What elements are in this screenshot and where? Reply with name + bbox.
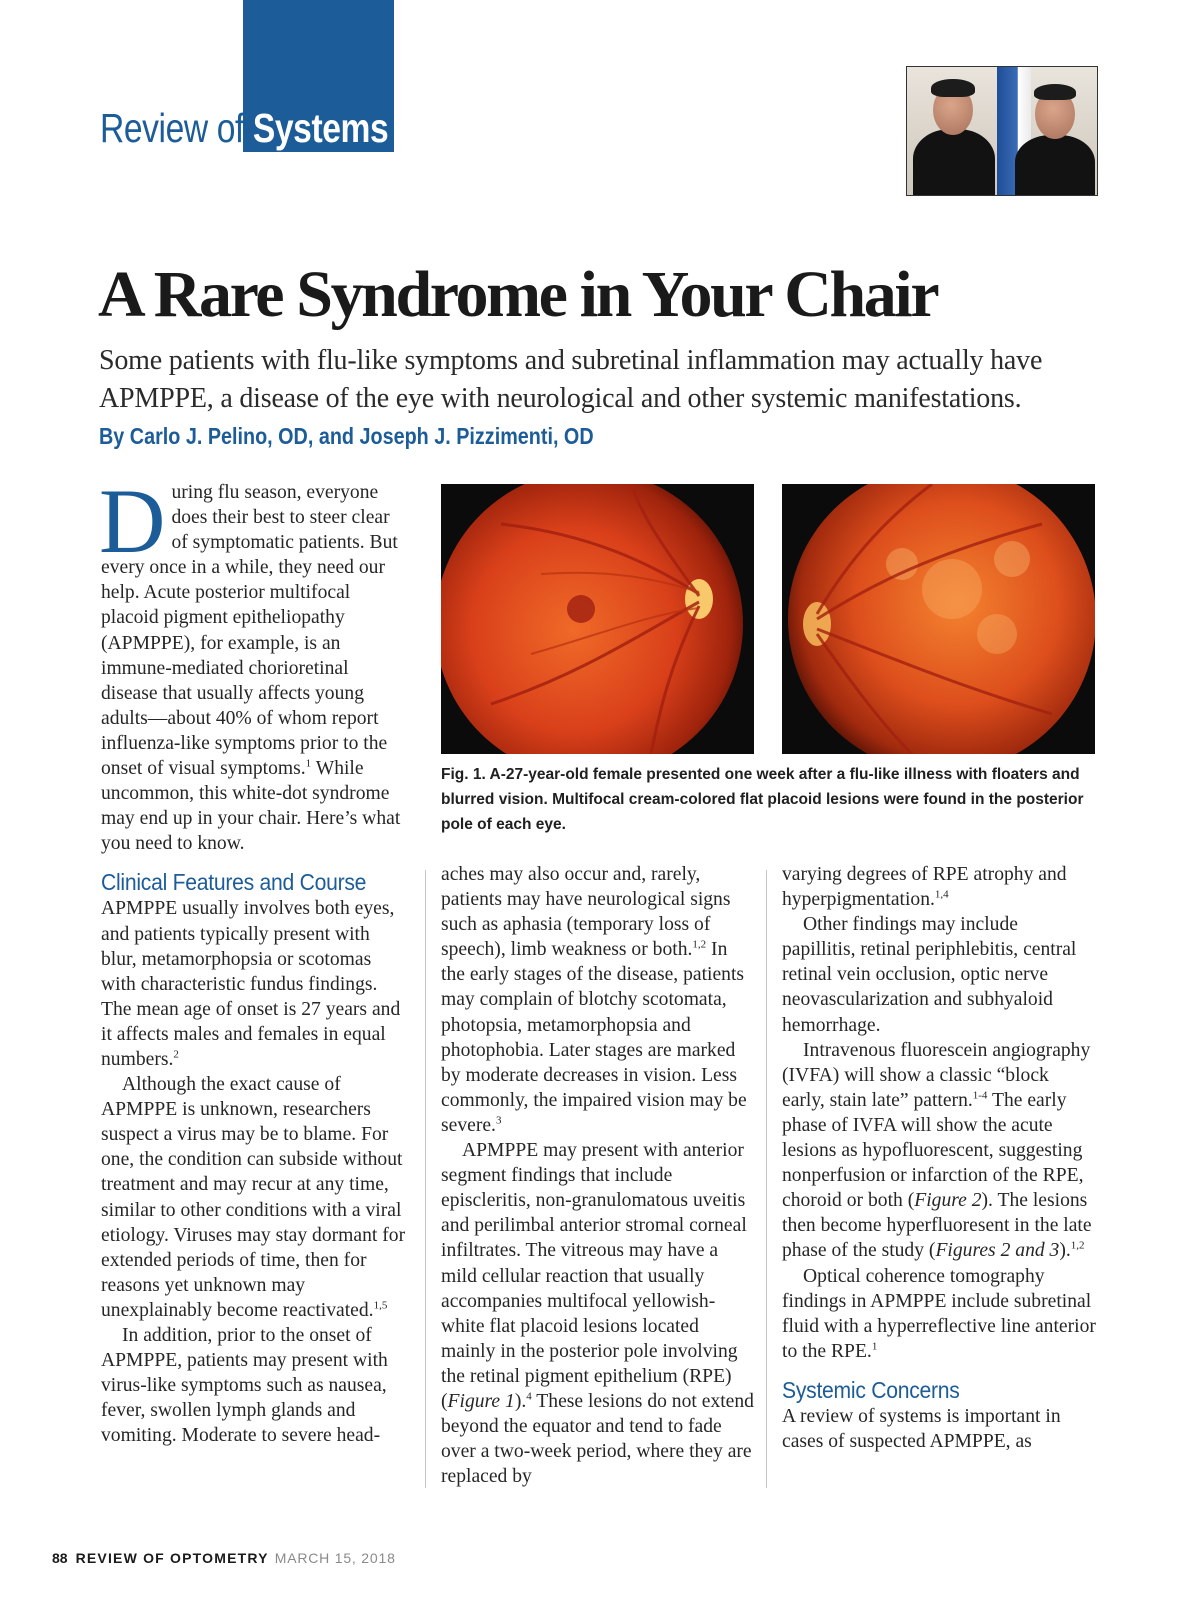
fundus-photo-right-eye <box>441 484 754 754</box>
ref: 2 <box>173 1048 179 1061</box>
author-photo <box>906 66 1098 196</box>
magazine-name: REVIEW OF OPTOMETRY <box>75 1550 269 1566</box>
ref: 4 <box>526 1390 532 1403</box>
deck: Some patients with flu-like symptoms and subretinal inflammation may actually have APMPPE, a disease of the eye with neurological and other systemic manifestations. <box>99 345 1043 414</box>
text: Although the exact cause of APMPPE is unknown, researchers suspect a virus may be to blame. For one, the condition can subside without treatment and may recur at any time, similar to other conditions with a viral etiology. Viruses may stay dormant for extended periods of time, then for reasons yet unknown may unexplainably become reactivated. <box>101 1074 406 1321</box>
column-divider <box>425 870 426 1488</box>
section-bold: Systems <box>252 105 389 151</box>
page-number: 88 <box>52 1550 68 1566</box>
text: These lesions do not extend beyond the equator and tend to fade over a two-week period, where they are replaced by <box>441 1390 754 1488</box>
text: Other findings may include papillitis, retinal periphlebitis, central retinal vein occlusion, optic nerve neovascularization and subhyaloid hemorrhage. <box>782 914 1077 1036</box>
column-divider <box>766 870 767 1488</box>
fundus-photo-left-eye <box>782 484 1095 754</box>
heading-clinical: Clinical Features and Course <box>101 869 367 896</box>
headline: A Rare Syndrome in Your Chair <box>98 258 938 331</box>
intro-tail: While uncommon, this white-dot syndrome may end up in your chair. Here’s what you need to know. <box>101 758 401 855</box>
paragraph <box>441 1138 755 1489</box>
paragraph <box>782 1404 1096 1454</box>
text: ). <box>514 1390 527 1412</box>
ref: 1-4 <box>972 1089 988 1102</box>
paragraph <box>101 896 408 1072</box>
text: APMPPE usually involves both eyes, and patients typically present with blur, metamorphopsia or scotomas with characteristic fundus findings. The mean age of onset is 27 years and it affects males and females in equal numbers. <box>101 898 401 1070</box>
ref: 1,4 <box>934 888 949 901</box>
issue-date: MARCH 15, 2018 <box>274 1550 396 1566</box>
section-prefix: Review of <box>100 105 253 151</box>
intro-text: uring flu season, everyone does their best to steer clear of symptomatic patients. But every once in a while, they need our help. Acute posterior multifocal placoid pigment epitheliopathy (APMPPE), for example, is an immune-mediated chorioretinal disease that usually affects young adults—about 40% of whom report influenza-like symptoms prior to the onset of visual symptoms. <box>101 482 398 780</box>
person-right-hair <box>1034 84 1076 100</box>
text: aches may also occur and, rarely, patients may have neurological signs such as aphasia (temporary loss of speech), limb weakness or both. <box>441 864 731 961</box>
fundus-left-svg <box>782 484 1095 754</box>
ref: 1,2 <box>692 938 707 951</box>
column-middle <box>441 862 755 1489</box>
paragraph <box>782 1038 1096 1264</box>
text: Optical coherence tomography findings in APMPPE include subretinal fluid with a hyperreflective line anterior to the RPE. <box>782 1265 1096 1362</box>
ref: 1 <box>305 757 312 770</box>
column-right <box>782 862 1096 1454</box>
text: The early phase of IVFA will show the acute lesions as hypofluorescent, suggesting nonperfusion or infarction of the RPE, choroid or both ( <box>782 1089 1084 1212</box>
ref: 1,5 <box>373 1299 388 1312</box>
text: Intravenous fluorescein angiography (IVFA) will show a classic “block early, stain late” pattern. <box>782 1039 1091 1111</box>
text: A review of systems is important in cases of suspected APMPPE, as <box>782 1405 1061 1452</box>
text: ). <box>1059 1240 1071 1262</box>
section-label <box>100 104 388 152</box>
page-footer <box>52 1549 396 1567</box>
figure-reference[interactable]: Figure 1 <box>447 1390 515 1412</box>
figure-caption: Fig. 1. A-27-year-old female presented one week after a flu-like illness with floaters and blurred vision. Multifocal cream-colored flat placoid lesions were found in the posterior pole of each eye. <box>441 766 1084 834</box>
paragraph <box>101 1323 408 1448</box>
ref: 1,2 <box>1070 1239 1085 1252</box>
text: APMPPE may present with anterior segment findings that include episcleritis, non-granulomatous uveitis and perilimbal anterior stromal corneal infiltrates. The vitreous may have a mild cellular reaction that usually accompanies multifocal yellowish-white flat placoid lesions located mainly in the posterior pole involving the retinal pigment epithelium (RPE) ( <box>441 1140 747 1412</box>
byline: By Carlo J. Pelino, OD, and Joseph J. Pizzimenti, OD <box>99 423 594 449</box>
person-left-body <box>913 129 995 195</box>
paragraph <box>441 862 755 1138</box>
paragraph <box>101 1072 408 1323</box>
fundus-right-svg <box>441 484 754 754</box>
person-right-body <box>1015 135 1095 195</box>
text: ). The lesions then become hyperfluoresent in the late phase of the study ( <box>782 1190 1092 1262</box>
text: In the early stages of the disease, patients may complain of blotchy scotomata, photopsia, metamorphopsia and photophobia. Later stages are marked by moderate decreases in vision. Less commonly, the impaired vision may be severe. <box>441 939 747 1136</box>
text: In addition, prior to the onset of APMPPE, patients may present with virus-like symptoms such as nausea, fever, swollen lymph glands and vomiting. Moderate to severe head- <box>101 1325 388 1447</box>
paragraph <box>782 1264 1096 1364</box>
intro-paragraph <box>99 470 408 856</box>
dropcap: D <box>99 470 166 572</box>
figure-reference[interactable]: Figure 2 <box>914 1190 982 1212</box>
ref: 1 <box>871 1340 878 1353</box>
column-left <box>99 470 408 1448</box>
text: varying degrees of RPE atrophy and hyperpigmentation. <box>782 864 1067 911</box>
ref: 3 <box>495 1114 502 1127</box>
paragraph <box>782 862 1096 912</box>
figure-reference[interactable]: Figures 2 and 3 <box>935 1240 1060 1262</box>
person-left-hair <box>931 79 975 97</box>
heading-systemic: Systemic Concerns <box>782 1376 960 1403</box>
paragraph <box>782 912 1096 1037</box>
